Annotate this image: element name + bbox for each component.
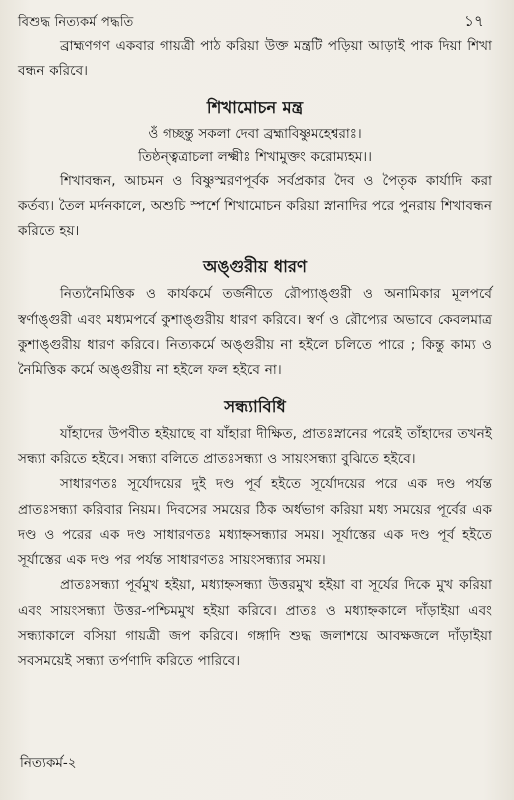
page-content: [18, 34, 492, 675]
sandhya-paragraph-3: প্রাতঃসন্ধ্যা পূর্বমুখ হইয়া, মধ্যাহ্নসন্ধ্যা উত্তরমুখ হইয়া বা সূর্যের দিকে মুখ করিয়া এবং সায়ংসন্ধ্যা উত্তর-পশ্চিমমুখ হইয়া করিবে। প্রাতঃ ও মধ্যাহ্নকালে দাঁড়াইয়া এবং সন্ধ্যাকালে বসিয়া গায়ত্রী জপ করিবে। গঙ্গাদি শুদ্ধ জলাশয়ে আবক্ষজলে দাঁড়াইয়া সবসময়েই সন্ধ্যা তর্পণাদি করিতে পারিবে।: [18, 577, 492, 670]
mantra-line: ওঁ গচ্ছন্তু সকলা দেবা ব্রহ্মাবিষ্ণুমহেশ্বরাঃ।: [148, 126, 362, 142]
sandhya-paragraph-1: যাঁহাদের উপবীত হইয়াছে বা যাঁহারা দীক্ষিত, প্রাতঃস্নানের পরেই তাঁহাদের তখনই সন্ধ্যা করিতে হইবে। সন্ধ্যা বলিতে প্রাতঃসন্ধ্যা ও সায়ংসন্ধ্যা বুঝিতে হইবে।: [18, 425, 492, 467]
book-title: বিশুদ্ধ নিত্যকর্ম পদ্ধতি: [18, 15, 134, 30]
anguriya-paragraph: নিত্যনৈমিত্তিক ও কার্যকর্মে তর্জনীতে রৌপ্যাঙ্গুরী ও অনামিকার মূলপর্বে স্বর্ণাঙ্গুরী এবং মধ্যমপর্বে কুশাঙ্গুরীয় ধারণ করিবে। স্বর্ণ ও রৌপ্যের অভাবে কেবলমাত্র কুশাঙ্গুরীয় ধারণ করিবে। নিত্যকর্মে অঙ্গুরীয় না হইলে চলিতে পারে ; কিন্তু কাম্য ও নৈমিত্তিক কর্মে অঙ্গুরীয় না হইলে ফল হইবে না।: [18, 286, 492, 379]
heading-shikhamochan: শিখামোচন মন্ত্র: [206, 97, 304, 117]
page-number: ১৭: [464, 12, 484, 30]
heading-sandhya: সন্ধ্যাবিধি: [224, 396, 286, 416]
shikhamochan-paragraph: শিখাবন্ধন, আচমন ও বিষ্ণুস্মরণপূর্বক সর্বপ্রকার দৈব ও পৈতৃক কার্যাদি করা কর্তব্য। তৈল মর্দনকালে, অশুচি স্পর্শে শিখামোচন করিয়া স্নানাদির পরে পুনরায় শিখাবন্ধন করিতে হয়।: [18, 172, 492, 240]
mantra-line: তিষ্ঠন্ত্বত্রাচলা লক্ষ্মীঃ শিখামুক্তং করোম্যহম।।: [138, 149, 372, 165]
intro-paragraph: ব্রাহ্মণগণ একবার গায়ত্রী পাঠ করিয়া উক্ত মন্ত্রটি পড়িয়া আড়াই পাক দিয়া শিখা বন্ধন করিবে।: [18, 38, 492, 80]
signature-mark: নিত্যকর্ম-২: [20, 755, 77, 771]
running-header: [18, 8, 492, 34]
heading-anguriya: অঙ্গুরীয় ধারণ: [203, 257, 307, 277]
sandhya-paragraph-2: সাধারণতঃ সূর্যোদয়ের দুই দণ্ড পূর্ব হইতে সূর্যোদয়ের পরে এক দণ্ড পর্যন্ত প্রাতঃসন্ধ্যা করিবার নিয়ম। দিবসের সময়ের ঠিক অর্ধভাগ করিয়া মধ্য সময়ের পূর্বের এক দণ্ড ও পরের এক দণ্ড সাধারণতঃ মধ্যাহ্নসন্ধ্যার সময়। সূর্যাস্তের এক দণ্ড পূর্ব হইতে সূর্যাস্তের এক দণ্ড পর পর্যন্ত সাধারণতঃ সায়ংসন্ধ্যার সময়।: [18, 476, 492, 569]
